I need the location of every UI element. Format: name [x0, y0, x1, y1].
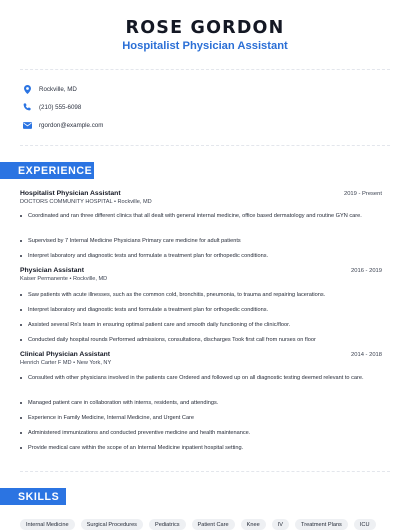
job-company-line: [20, 199, 382, 205]
job-bullet: Provide medical care within the scope of an Internal Medicine inpatient hospital setting.: [20, 444, 370, 453]
skill-tag: Patient Care: [192, 519, 235, 530]
job-bullet: Coordinated and ran three different clinics that all dealt with general internal medicine, office based dermatology and routine GYN care.: [20, 212, 370, 221]
job-title: Hospitalist Physician Assistant: [20, 190, 121, 197]
divider: [20, 471, 390, 472]
job-bullet: Experience in Family Medicine, Internal Medicine, and Urgent Care: [20, 414, 370, 423]
job-entry: [20, 190, 382, 205]
job-company: DOCTORS COMMUNITY HOSPITAL: [20, 199, 113, 205]
job-entry: [20, 351, 382, 366]
job-entry: [20, 267, 382, 282]
phone-text: (210) 555-6098: [39, 103, 82, 111]
job-company-line: [20, 360, 382, 366]
job-company: Henrich Carter F MD: [20, 360, 72, 366]
skill-tag: ICU: [354, 519, 376, 530]
experience-heading: EXPERIENCE: [0, 162, 94, 179]
job-bullet: Conducted daily hospital rounds Performed admissions, consultations, discharges Took first call from nurses on floor: [20, 336, 370, 345]
skill-tag: Knee: [241, 519, 266, 530]
job-bullet: Consulted with other physicians involved in the patients care Ordered and followed up on all diagnostic testing deemed relevant to care.: [20, 374, 370, 383]
job-dates: 2014 - 2018: [351, 352, 382, 358]
job-title: Physician Assistant: [20, 267, 84, 274]
location-pin-icon: [22, 84, 32, 94]
skill-tag: Internal Medicine: [20, 519, 75, 530]
job-location: Rockville, MD: [117, 199, 152, 205]
job-bullet: Managed patient care in collaboration with interns, residents, and attendings.: [20, 399, 370, 408]
skill-tag: Surgical Procedures: [81, 519, 143, 530]
skill-tag: IV: [272, 519, 289, 530]
phone-icon: [22, 102, 32, 112]
contact-phone: [22, 101, 81, 113]
job-bullet: Supervised by 7 Internal Medicine Physicians Primary care medicine for adult patients: [20, 237, 370, 246]
job-dates: 2019 - Present: [343, 191, 382, 197]
separator-dot: •: [73, 360, 77, 366]
skills-list: [20, 519, 382, 530]
job-bullet: Saw patients with acute illnesses, such as the common cold, bronchitis, pneumonia, to trauma and repairing lacerations.: [20, 291, 370, 300]
skill-tag: Treatment Plans: [295, 519, 348, 530]
job-company: Kaiser Permanente: [20, 276, 68, 282]
skills-heading: SKILLS: [0, 488, 66, 505]
contact-location: [22, 83, 77, 95]
job-bullet: Interpret laboratory and diagnostic tests and formulate a treatment plan for orthopedic conditions.: [20, 306, 370, 315]
candidate-title: Hospitalist Physician Assistant: [122, 40, 288, 52]
divider: [20, 145, 390, 146]
location-text: Rockville, MD: [39, 85, 77, 93]
divider: [20, 69, 390, 70]
email-text: rgordon@example.com: [39, 121, 104, 129]
separator-dot: •: [69, 276, 73, 282]
job-location: New York, NY: [76, 360, 112, 366]
job-bullet: Assisted several Rn's team in ensuring optimal patient care and smooth daily functioning of the clinic/floor.: [20, 321, 370, 330]
skill-tag: Pediatrics: [149, 519, 186, 530]
email-icon: [22, 120, 32, 130]
contact-email: [22, 119, 103, 131]
job-dates: 2016 - 2019: [351, 268, 382, 274]
job-location: Rockville, MD: [72, 276, 108, 282]
job-bullet: Interpret laboratory and diagnostic tests and formulate a treatment plan for orthopedic conditions.: [20, 252, 370, 261]
job-title: Clinical Physician Assistant: [20, 351, 111, 358]
separator-dot: •: [113, 199, 118, 205]
candidate-name: ROSE GORDON: [125, 18, 285, 38]
job-bullet: Administered immunizations and conducted preventive medicine and health maintenance.: [20, 429, 370, 438]
job-company-line: [20, 276, 382, 282]
